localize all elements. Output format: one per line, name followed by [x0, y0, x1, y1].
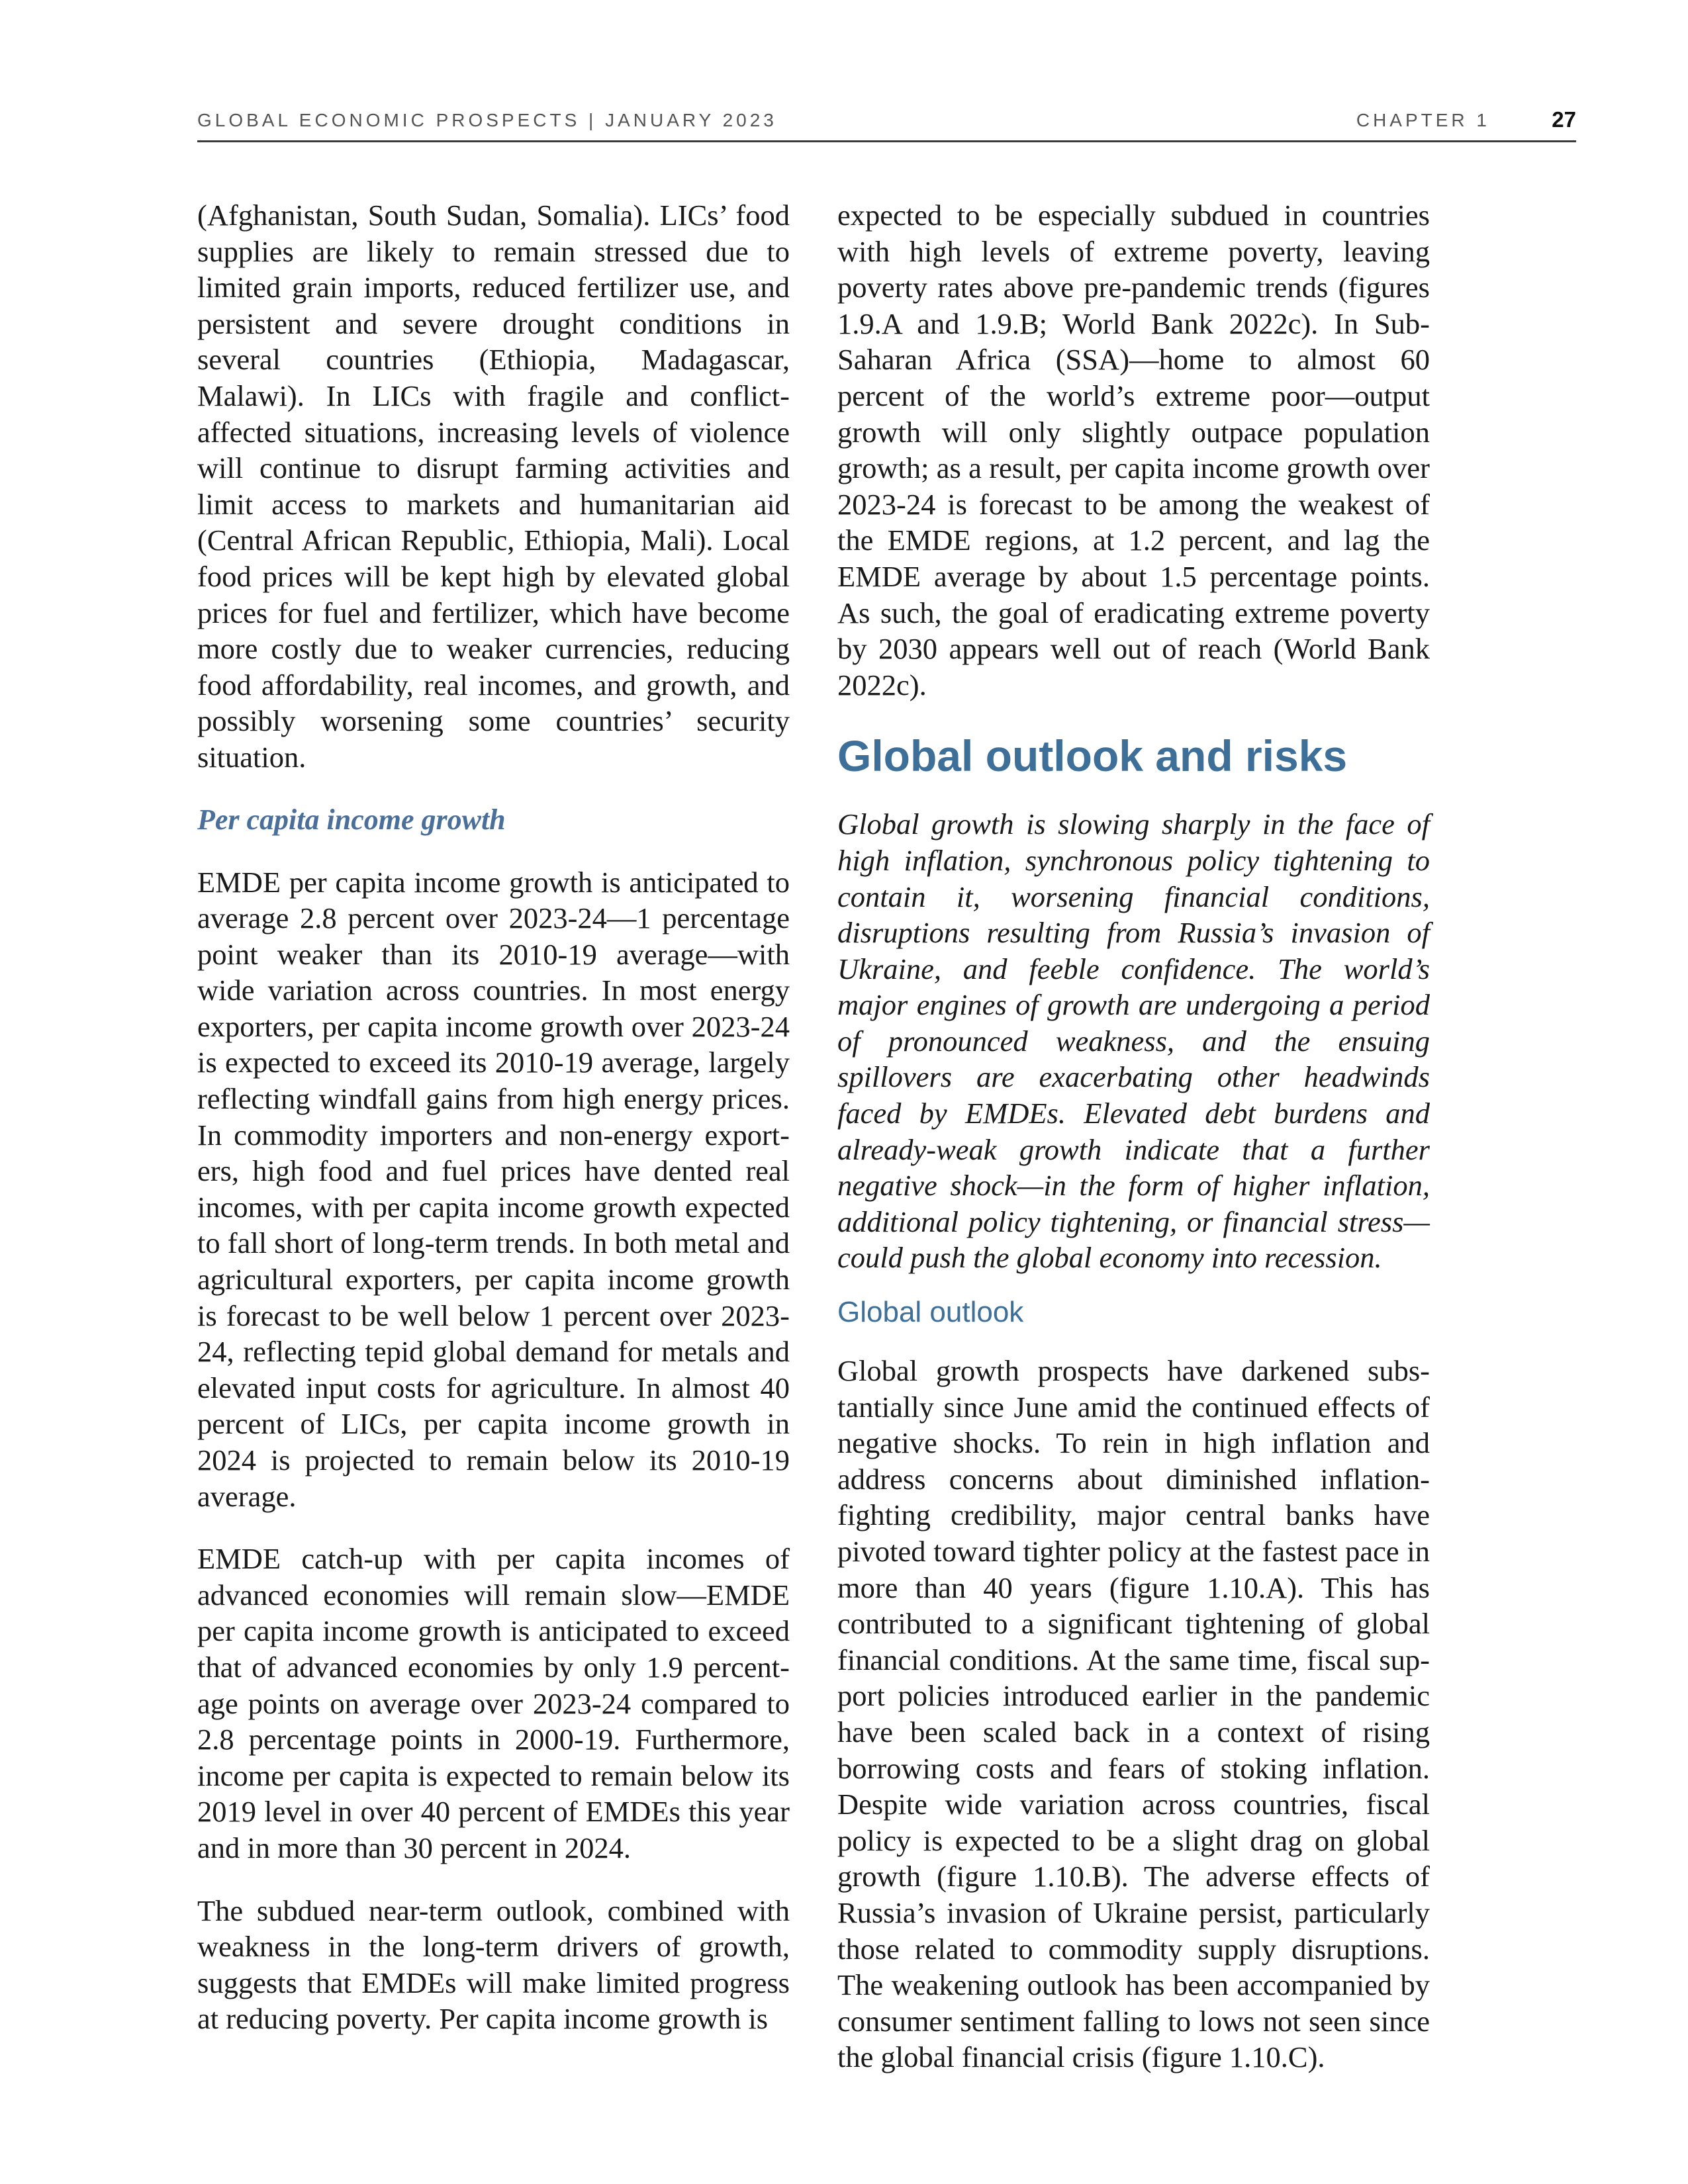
body-paragraph: The subdued near-term outlook, combined with weakness in the long-term drivers of growth, suggests that EMDEs will make limited progress at reducing poverty. Per capita income growth is	[197, 1893, 790, 2036]
body-paragraph: expected to be especially subdued in countries with high levels of extreme poverty, leaving poverty rates above pre-pandemic trends (figures 1.9.A and 1.9.B; World Bank 2022c). In Sub-Saharan Africa (SSA)—home to almost 60 percent of the world’s extreme poor—output growth will only slightly outpace population growth; as a result, per capita income growth over 2023-24 is forecast to be among the weakest of the EMDE regions, at 1.2 percent, and lag the EMDE average by about 1.5 percentage points. As such, the goal of eradicating extreme poverty by 2030 appears well out of reach (World Bank 2022c).	[837, 199, 1430, 702]
page-number: 27	[1552, 107, 1576, 132]
running-head	[197, 107, 1576, 142]
section-lede: Global growth is slowing sharply in the face of high inflation, synchronous policy tightening to contain it, worsening financial conditions, disruptions resulting from Russia’s invasion of Ukraine, and feeble confidence. The world’s major engines of growth are undergoing a period of pronounced weakness, and the ensuing spillovers are exacerbating other headwinds faced by EMDEs. Elevated debt burdens and already-weak growth indicate that a further negative shock—in the form of higher inflation, additional policy tightening, or financial stress—could push the global economy into recession.	[837, 807, 1430, 1275]
right-column	[837, 197, 1430, 2102]
publication-title: GLOBAL ECONOMIC PROSPECTS | JANUARY 2023	[197, 110, 777, 130]
chapter-label: CHAPTER 1	[1356, 110, 1490, 130]
left-column	[197, 197, 790, 2064]
body-paragraph: EMDE catch-up with per capita incomes of advanced economies will remain slow—EMDE per capita income growth is anticipated to exceed that of advanced economies by only 1.9 percentage points on average over 2023-24 compared to 2.8 percentage points in 2000-19. Furthermore, income per capita is expected to remain below its 2019 level in over 40 percent of EMDEs this year and in more than 30 percent in 2024.	[197, 1542, 790, 1864]
section-title: Global outlook and risks	[837, 731, 1348, 781]
subsection-heading: Per capita income growth	[197, 803, 506, 836]
body-paragraph: Global growth prospects have darkened substantially since June amid the continued effects of negative shocks. To rein in high inflation and address concerns about diminished inflation-fighting credibility, major central banks have pivoted toward tighter policy at the fastest pace in more than 40 years (figure 1.10.A). This has contributed to a significant tightening of global financial conditions. At the same time, fiscal support policies introduced earlier in the pandemic have been scaled back in a context of rising borrowing costs and fears of stoking inflation. Despite wide variation across countries, fiscal policy is expected to be a slight drag on global growth (figure 1.10.B). The adverse effects of Russia’s invasion of Ukraine persist, particularly those related to commodity supply disruptions. The weakening outlook has been accompanied by consumer sentiment falling to lows not seen since the global financial crisis (figure 1.10.C).	[837, 1354, 1430, 2074]
body-paragraph: (Afghanistan, South Sudan, Somalia). LICs’ food supplies are likely to remain stressed due to limited grain imports, reduced fertilizer use, and persistent and severe drought conditions in several countries (Ethiopia, Madagascar, Malawi). In LICs with fragile and conflict-affected situations, increasing levels of violence will continue to disrupt farming activities and limit access to markets and humanitarian aid (Central African Republic, Ethiopia, Mali). Local food prices will be kept high by elevated global prices for fuel and fertilizer, which have become more costly due to weaker currencies, reducing food affordability, real incomes, and growth, and possibly worsening some countries’ security situation.	[197, 199, 790, 774]
body-paragraph: EMDE per capita income growth is anticipated to average 2.8 percent over 2023-24—1 percentage point weaker than its 2010-19 average—with wide variation across countries. In most energy exporters, per capita income growth over 2023-24 is expected to exceed its 2010-19 average, largely reflecting windfall gains from high energy prices. In commodity importers and non-energy exporters, high food and fuel prices have dented real incomes, with per capita income growth expected to fall short of long-term trends. In both metal and agricultural exporters, per capita income growth is forecast to be well below 1 percent over 2023-24, reflecting tepid global demand for metals and elevated input costs for agriculture. In almost 40 percent of LICs, per capita income growth in 2024 is projected to remain below its 2010-19 average.	[197, 865, 790, 1513]
subsection-heading: Global outlook	[837, 1296, 1024, 1329]
